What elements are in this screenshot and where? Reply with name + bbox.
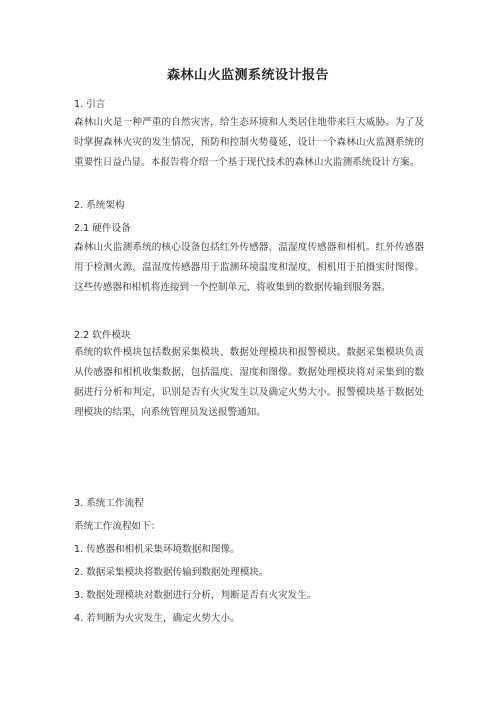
section-heading-architecture: 2. 系统架构 (74, 200, 125, 211)
section-heading-intro: 1. 引言 (74, 99, 106, 110)
subsection-heading-hardware: 2.1 硬件设备 (74, 223, 131, 234)
section-heading-workflow: 3. 系统工作流程 (74, 498, 144, 509)
workflow-step: 1. 传感器和相机采集环境数据和图像。 (74, 544, 240, 555)
workflow-step: 2. 数据采集模块将数据传输到数据处理模块。 (74, 567, 269, 578)
subsection-paragraph-hardware: 森林山火监测系统的核心设备包括红外传感器、温湿度传感器和相机。红外传感器用于检测火源，温湿度传感器用于监测环境温度和湿度，相机用于拍摄实时图像。这些传感器和相机将连接到一个控制单元，将收集到的数据传输到服务器。 (74, 242, 424, 293)
section-paragraph-intro: 森林山火是一种严重的自然灾害，给生态环境和人类居住地带来巨大威胁。为了及时掌握森林火灾的发生情况，预防和控制火势蔓延，设计一个森林山火监测系统的重要性日益凸显。本报告将介绍一个基于现代技术的森林山火监测系统设计方案。 (74, 117, 424, 168)
subsection-heading-software: 2.2 软件模块 (74, 330, 131, 341)
subsection-paragraph-software: 系统的软件模块包括数据采集模块、数据处理模块和报警模块。数据采集模块负责从传感器和相机收集数据，包括温度、湿度和图像。数据处理模块将对采集到的数据进行分析和判定，识别是否有火灾发生以及确定火势大小。报警模块基于数据处理模块的结果，向系统管理员发送报警通知。 (74, 347, 424, 418)
document-title: 森林山火监测系统设计报告 (166, 68, 329, 83)
workflow-step: 3. 数据处理模块对数据进行分析，判断是否有火灾发生。 (74, 590, 317, 601)
workflow-step: 4. 若判断为火灾发生，确定火势大小。 (74, 613, 240, 624)
workflow-intro: 系统工作流程如下： (74, 521, 161, 532)
